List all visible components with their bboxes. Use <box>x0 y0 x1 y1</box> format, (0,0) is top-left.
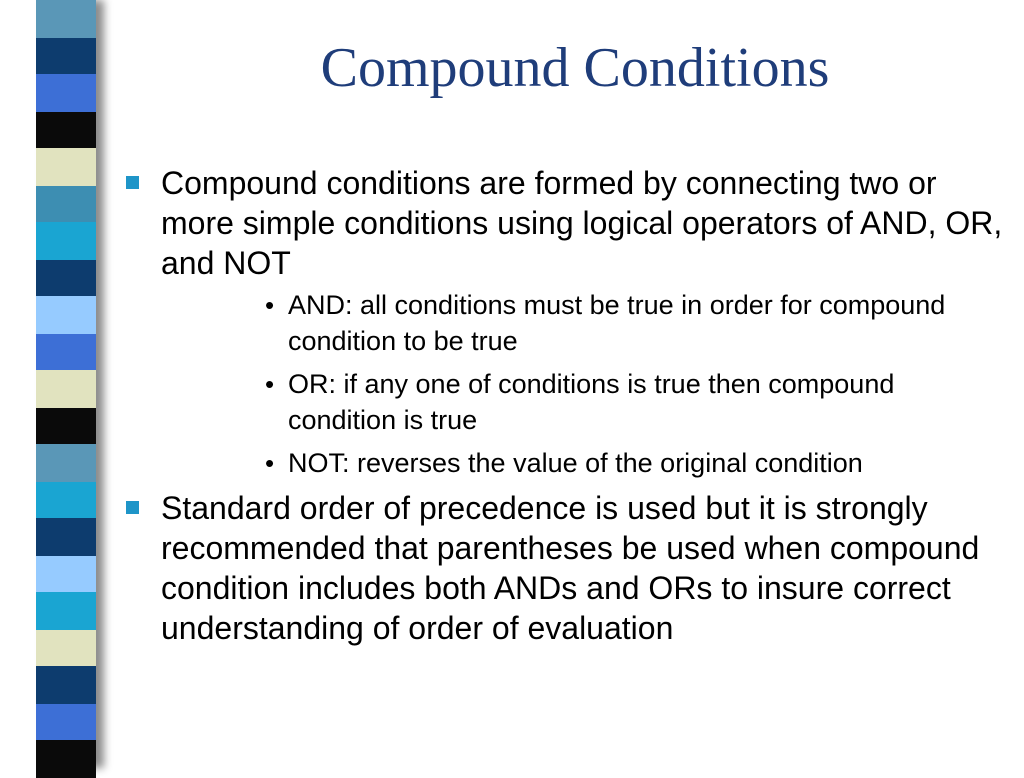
stripe-block <box>36 630 96 666</box>
stripe-block <box>36 296 96 334</box>
bullet-order-of-precedence <box>124 488 1004 648</box>
bullet-compound-conditions <box>124 163 1004 481</box>
stripe-block <box>36 222 96 260</box>
decorative-stripe-bar <box>36 0 96 768</box>
stripe-block <box>36 592 96 630</box>
stripe-block <box>36 704 96 740</box>
sub-bullet-text: AND: all conditions must be true in order for compound condition to be true <box>288 290 946 356</box>
sub-bullet-and <box>161 287 1004 359</box>
stripe-block <box>36 112 96 148</box>
stripe-block <box>36 334 96 370</box>
sub-bullet-text: NOT: reverses the value of the original condition <box>288 448 863 478</box>
stripe-block <box>36 148 96 186</box>
stripe-block <box>36 74 96 112</box>
bullet-text: Compound conditions are formed by connecting two or more simple conditions using logical operators of AND, OR, and NOT <box>161 165 1003 281</box>
stripe-block <box>36 408 96 444</box>
dot-bullet-icon: • <box>265 448 275 478</box>
stripe-block <box>36 482 96 518</box>
bullet-text: Standard order of precedence is used but it is strongly recommended that parentheses be used when compound condition includes both ANDs and ORs to insure correct understanding of order of evaluation <box>161 490 980 646</box>
stripe-block <box>36 666 96 704</box>
stripe-block <box>36 0 96 38</box>
slide-body <box>124 163 1004 648</box>
sub-bullet-list <box>161 287 1004 481</box>
stripe-block <box>36 38 96 74</box>
sub-bullet-not <box>161 445 1004 481</box>
stripe-block <box>36 444 96 482</box>
sub-bullet-or <box>161 366 1004 438</box>
stripe-block <box>36 260 96 296</box>
square-bullet-icon <box>126 501 139 514</box>
stripe-block <box>36 186 96 222</box>
stripe-block <box>36 518 96 556</box>
square-bullet-icon <box>126 176 139 189</box>
dot-bullet-icon: • <box>265 369 275 399</box>
sub-bullet-text: OR: if any one of conditions is true then compound condition is true <box>288 369 895 435</box>
stripe-block <box>36 556 96 592</box>
stripe-block <box>36 370 96 408</box>
stripe-block <box>36 740 96 778</box>
slide-title: Compound Conditions <box>320 37 830 99</box>
dot-bullet-icon: • <box>265 290 275 320</box>
